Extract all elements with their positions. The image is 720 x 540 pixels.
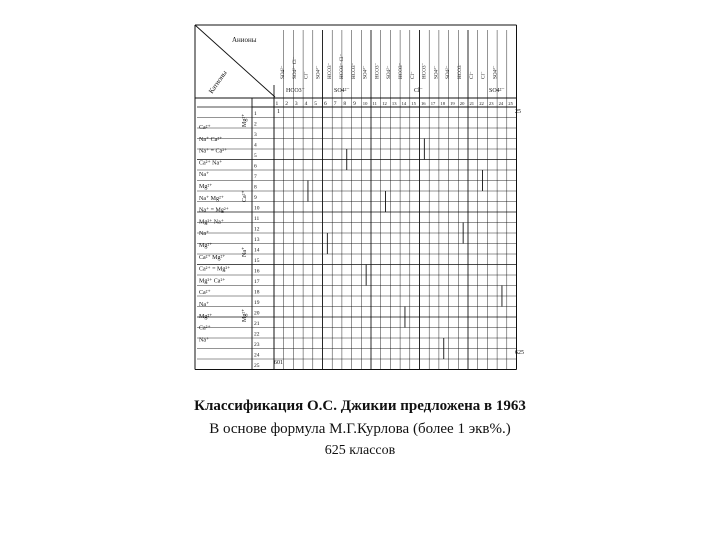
anion-column-label: Cl⁻ [480, 71, 487, 79]
row-number: 1 [254, 111, 257, 117]
row-number: 3 [254, 132, 257, 138]
cation-row-label: Ca²⁺ Mg²⁺ [199, 254, 226, 261]
caption-classes: 625 классов [324, 443, 396, 458]
cation-side-symbol: Na⁺ [242, 246, 248, 257]
cation-row-label: Na⁺ [199, 172, 210, 179]
column-number: 9 [353, 101, 356, 107]
row-number: 20 [254, 310, 260, 317]
row-number: 14 [254, 247, 260, 254]
cation-row-label: Na⁺ [199, 231, 210, 238]
column-number: 8 [343, 101, 347, 107]
cation-row-label: Na⁺ Mg²⁺ [199, 195, 224, 202]
column-number: 13 [391, 101, 397, 106]
row-number: 5 [254, 153, 257, 159]
classification-grid [190, 22, 535, 374]
column-number: 14 [401, 101, 407, 106]
anion-column-label: Cl⁻ [409, 71, 416, 79]
row-number: 7 [254, 174, 257, 180]
anion-column-label: SO4²⁻ [315, 65, 322, 79]
anion-column-label: SO4²⁻ [386, 65, 393, 79]
row-number: 22 [254, 331, 260, 338]
cation-row-label: Ca²⁺ [199, 290, 211, 297]
cation-row-label: Na⁺ [199, 337, 210, 344]
column-number: 16 [421, 101, 426, 106]
column-number: 17 [430, 101, 436, 106]
caption-title: Классификация О.С. Джикии предложена в 1963 [194, 398, 526, 414]
anion-group-label: SO4²⁻ [334, 88, 350, 94]
cation-row-label: Mg²⁺ Ca²⁺ [199, 278, 226, 285]
column-number: 12 [382, 101, 387, 106]
cation-side-symbol: Mg²⁺ [242, 308, 248, 322]
anion-group-label: Cl⁻ [414, 88, 423, 94]
column-number: 15 [411, 101, 416, 106]
row-number: 25 [254, 363, 260, 369]
column-number: 2 [285, 101, 288, 107]
row-number: 18 [254, 289, 260, 296]
row-number: 4 [254, 142, 257, 149]
cation-row-label: Mg²⁺ Na⁺ [199, 219, 224, 226]
column-number: 18 [440, 101, 445, 106]
cation-row-label: Mg²⁺ [199, 243, 213, 249]
anion-column-label: HCO3⁻ [327, 62, 334, 79]
anion-column-label: SO4²⁻ [433, 65, 440, 79]
anion-column-label: Cl⁻ [468, 71, 475, 79]
anion-column-label: SO4²⁻ [492, 65, 499, 79]
anion-column-label: HCO3⁻ [457, 62, 463, 79]
column-number: 21 [469, 101, 475, 106]
row-number: 12 [254, 226, 260, 233]
row-number: 16 [254, 268, 260, 275]
anion-column-label: HCO3⁻ [374, 62, 381, 79]
row-number: 23 [254, 342, 260, 348]
row-number: 17 [254, 279, 260, 285]
row-number: 2 [254, 121, 257, 128]
cation-side-symbol: Mg²⁺ [242, 113, 248, 127]
anion-column-label: HCO3⁻ Cl⁻ [339, 53, 345, 79]
column-number: 19 [450, 101, 455, 106]
cation-row-label: Na⁺ [199, 302, 210, 308]
column-number: 4 [304, 101, 308, 107]
row-number: 21 [254, 321, 260, 327]
column-number: 22 [479, 101, 484, 106]
column-number: 20 [459, 101, 465, 106]
cation-row-label: Mg²⁺ [199, 184, 213, 190]
anion-column-label: HCO3⁻ [350, 62, 357, 79]
row-number: 15 [254, 258, 260, 264]
column-number: 24 [498, 101, 504, 106]
anion-column-label: HCO3⁻ [421, 62, 428, 79]
row-number: 11 [254, 216, 260, 222]
caption-formula: В основе формула М.Г.Курлова (более 1 экв%.) [209, 421, 511, 437]
row-number: 19 [254, 300, 260, 306]
anion-column-label: HCO3⁻ [398, 62, 404, 79]
diagram-labels [199, 54, 514, 369]
row-number: 6 [254, 163, 257, 170]
anion-column-label: SO4²⁻ [280, 65, 286, 79]
anion-group-label: SO4²⁻ [489, 88, 505, 94]
cation-row-label: Na⁺ Ca²⁺ [199, 136, 223, 143]
cell-25-label: 25 [515, 109, 521, 115]
row-number: 10 [254, 205, 260, 212]
cation-row-label: Ca²⁺ Na⁺ [199, 160, 223, 167]
cation-row-label: Mg²⁺ [199, 313, 213, 320]
cation-row-label: Ca²⁺ = Mg²⁺ [199, 266, 231, 273]
cell-601-label: 601 [274, 360, 283, 366]
cations-label: Катионы [207, 69, 229, 96]
anion-column-label: SO4²⁻ Cl⁻ [291, 56, 298, 79]
row-number: 8 [254, 184, 257, 191]
cell-1-label: 1 [277, 109, 280, 115]
column-number: 5 [314, 101, 318, 107]
row-number: 13 [254, 237, 260, 243]
column-number: 23 [488, 101, 494, 106]
row-number: 9 [254, 195, 257, 201]
column-number: 1 [275, 101, 279, 107]
column-number: 10 [362, 101, 368, 106]
column-number: 6 [324, 101, 327, 107]
anions-label: Анионы [232, 36, 257, 44]
classification-table-figure [190, 22, 535, 374]
cation-row-label: Ca²⁺ [199, 125, 211, 131]
cation-side-symbol: Ca²⁺ [242, 190, 248, 202]
cell-625-label: 625 [515, 350, 524, 356]
anion-column-label: SO4²⁻ [362, 65, 369, 79]
column-number: 3 [294, 101, 298, 107]
anion-group-label: HCO3⁻ [286, 88, 305, 94]
row-number: 24 [254, 352, 260, 359]
column-number: 11 [372, 101, 377, 106]
cation-row-label: Na⁺ = Mg²⁺ [199, 207, 229, 214]
anion-column-label: Cl⁻ [303, 71, 310, 79]
column-number: 7 [333, 101, 337, 107]
cation-row-label: Ca²⁺ [199, 325, 211, 332]
column-number: 25 [508, 101, 513, 106]
anion-column-label: SO4²⁻ [445, 65, 452, 79]
cation-row-label: Na⁺ = Ca²⁺ [199, 148, 228, 155]
